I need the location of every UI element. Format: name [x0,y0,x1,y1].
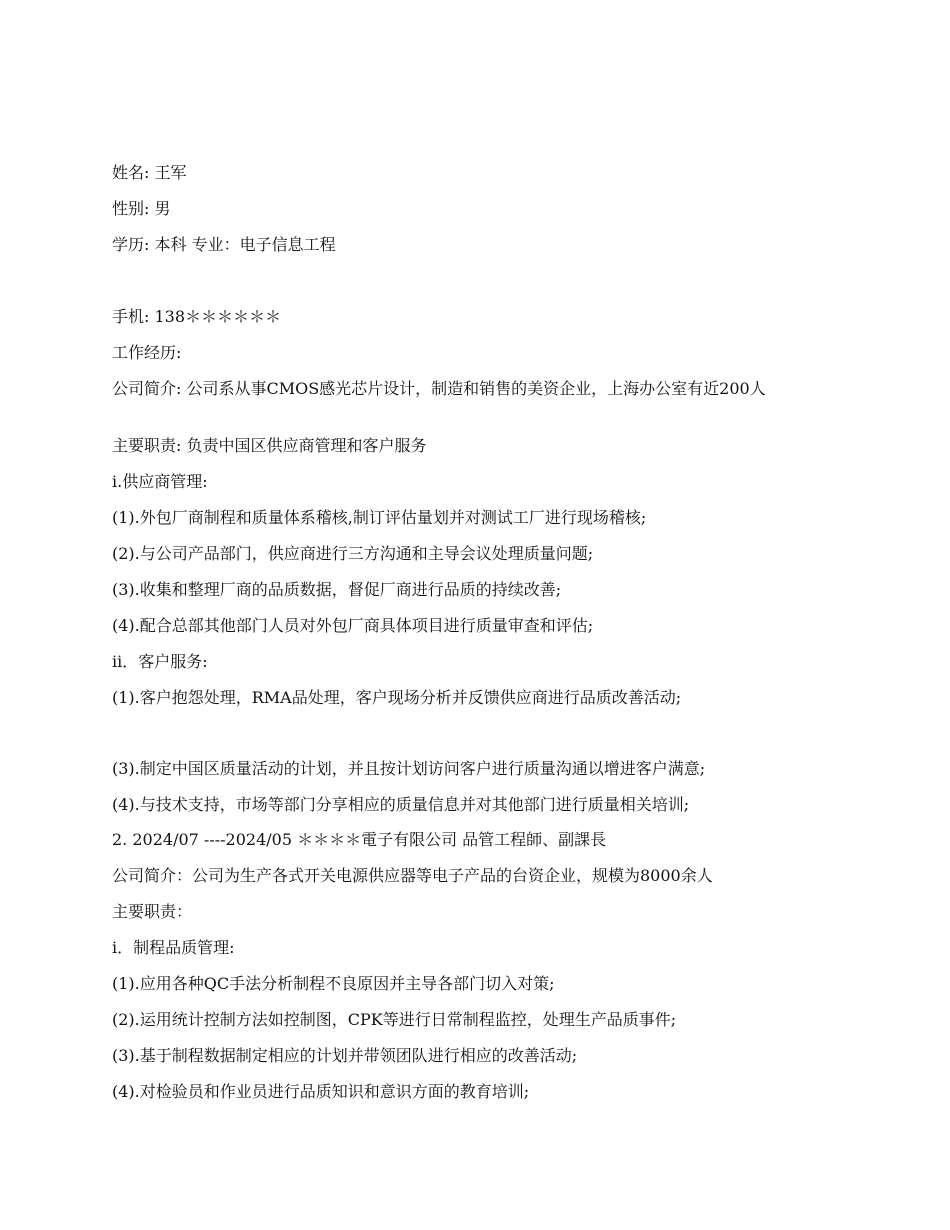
job1-section-supplier: i.供应商管理: [112,472,208,491]
job1-supplier-item: (2).与公司产品部门，供应商进行三方沟通和主导会议处理质量问题; [112,544,594,563]
education-line: 学历: 本科 专业：电子信息工程 [112,235,336,254]
job1-supplier-item: (3).收集和整理厂商的品质数据，督促厂商进行品质的持续改善; [112,580,562,599]
job1-customer-item: (1).客户抱怨处理，RMA品处理，客户现场分析并反馈供应商进行品质改善活动; [112,688,682,707]
job2-company-intro: 公司简介：公司为生产各式开关电源供应器等电子产品的台资企业，规模为8000余人 [112,866,713,885]
job2-process-item: (2).运用统计控制方法如控制图，CPK等进行日常制程监控，处理生产品质事件; [112,1010,677,1029]
job1-company-intro: 公司简介: 公司系从事CMOS感光芯片设计，制造和销售的美资企业，上海办公室有近200人 [112,379,766,398]
job1-customer-item: (3).制定中国区质量活动的计划，并且按计划访问客户进行质量沟通以增进客户满意; [112,759,706,778]
job2-duties: 主要职责： [112,902,193,921]
job2-process-item: (4).对检验员和作业员进行品质知识和意识方面的教育培训; [112,1082,530,1101]
job2-section-process-quality: i．制程品质管理: [112,938,235,957]
job1-supplier-item: (1).外包厂商制程和质量体系稽核,制订评估量划并对测试工厂进行现场稽核; [112,508,647,527]
job2-process-item: (3).基于制程数据制定相应的计划并带领团队进行相应的改善活动; [112,1046,578,1065]
job2-process-item: (1).应用各种QC手法分析制程不良原因并主导各部门切入对策; [112,974,555,993]
name-line: 姓名: 王军 [112,163,187,182]
job1-section-customer: ii．客户服务: [112,652,208,671]
phone-line: 手机: 138＊＊＊＊＊＊ [112,307,282,326]
gender-line: 性别: 男 [112,199,171,218]
job1-duties: 主要职责: 负责中国区供应商管理和客户服务 [112,436,427,455]
job1-customer-item: (4).与技术支持，市场等部门分享相应的质量信息并对其他部门进行质量相关培训; [112,795,690,814]
job1-supplier-item: (4).配合总部其他部门人员对外包厂商具体项目进行质量审查和评估; [112,616,594,635]
job2-header: 2. 2024/07 ----2024/05 ＊＊＊＊電子有限公司 品管工程師、副課長 [112,830,607,849]
work-history-heading: 工作经历: [112,343,182,362]
